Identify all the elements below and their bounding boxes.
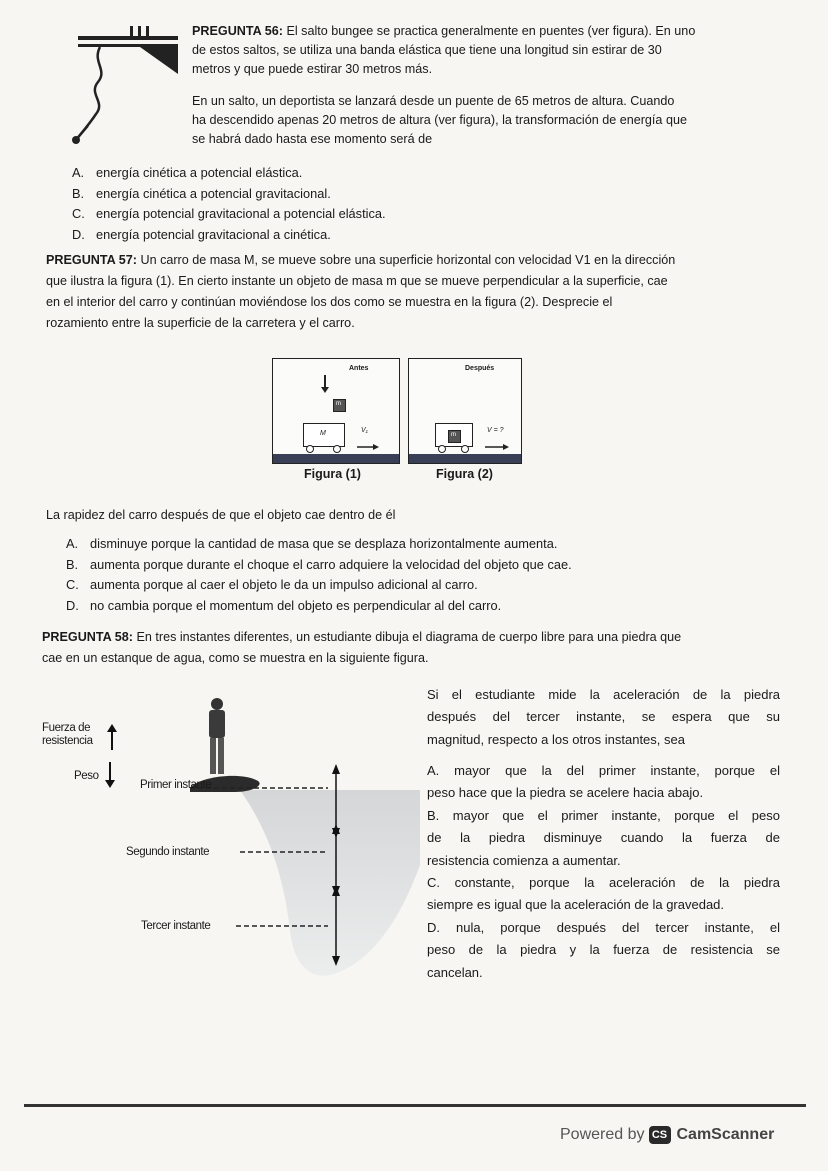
q58-options bbox=[427, 760, 780, 984]
fig2-caption: Figura (2) bbox=[436, 467, 493, 481]
q56-title: PREGUNTA 56: bbox=[192, 24, 283, 38]
q58-paragraph bbox=[42, 627, 772, 669]
figure-1-box bbox=[272, 358, 400, 464]
q58-line2: cae en un estanque de agua, como se muestra en la siguiente figura. bbox=[42, 651, 429, 665]
velocity-label: V₁ bbox=[361, 427, 368, 434]
wheel-icon bbox=[333, 445, 341, 453]
small-mass-block: m bbox=[333, 399, 346, 412]
option-item[interactable]: C. energía potencial gravitacional a potencial elástica. bbox=[72, 206, 386, 221]
q56-para2-line3: se habrá dado hasta ese momento será de bbox=[192, 132, 433, 146]
label-instant-2: Segundo instante bbox=[126, 846, 210, 858]
option-item[interactable]: B. energía cinética a potencial gravitacional. bbox=[72, 185, 331, 201]
camscanner-brand: CamScanner bbox=[676, 1126, 775, 1144]
option-item[interactable]: A. energía cinética a potencial elástica. bbox=[72, 165, 303, 180]
velocity-arrow-icon bbox=[485, 437, 509, 443]
option-item[interactable]: C. constante, porque la aceleración de la piedra siempre es igual que la aceleración de la gravedad. bbox=[427, 875, 780, 913]
q56-para2-line1: En un salto, un deportista se lanzará desde un puente de 65 metros de altura. Cuando bbox=[192, 94, 675, 108]
fig1-caption: Figura (1) bbox=[304, 467, 361, 481]
q57-line2: que ilustra la figura (1). En cierto instante un objeto de masa m que se mueve perpendicular a la superficie, cae bbox=[46, 274, 668, 288]
q56-options bbox=[72, 163, 386, 245]
cart-body: M bbox=[303, 423, 345, 447]
q58-title: PREGUNTA 58: bbox=[42, 630, 133, 644]
q56-paragraph-1 bbox=[192, 22, 752, 79]
label-instant-1: Primer instante bbox=[140, 779, 212, 791]
wheel-icon bbox=[461, 445, 469, 453]
legend-force: Fuerza de resistencia bbox=[42, 722, 93, 747]
q57-line1: Un carro de masa M, se mueve sobre una superficie horizontal con velocidad V1 en la dirección bbox=[140, 253, 676, 267]
q57-line4: rozamiento entre la superficie de la carretera y el carro. bbox=[46, 316, 355, 330]
option-item[interactable]: B. aumenta porque durante el choque el carro adquiere la velocidad del objeto que cae. bbox=[66, 556, 572, 572]
ground-strip bbox=[409, 454, 521, 463]
q56-line1: El salto bungee se practica generalmente en puentes (ver figura). En uno bbox=[286, 24, 696, 38]
option-item[interactable]: D. no cambia porque el momentum del objeto es perpendicular al del carro. bbox=[66, 597, 502, 613]
bungee-figure bbox=[70, 22, 190, 152]
q56-para2-line2: ha descendido apenas 20 metros de altura (ver figura), la transformación de energía que bbox=[192, 113, 687, 127]
fig2-header: Después bbox=[465, 365, 495, 372]
option-item[interactable]: C. aumenta porque al caer el objeto le da un impulso adicional al carro. bbox=[66, 577, 478, 592]
velocity-label: V = ? bbox=[487, 427, 504, 434]
powered-by-text: Powered by bbox=[560, 1126, 645, 1144]
q57-options bbox=[66, 534, 572, 616]
small-mass-block: m bbox=[448, 430, 461, 443]
q58-stem: Si el estudiante mide la aceleración de la piedra después del tercer instante, se espera que su magnitud, respecto a los otros instantes, sea bbox=[427, 687, 780, 747]
q57-line3: en el interior del carro y continúan moviéndose los dos como se muestra en la figura (2). Desprecie el bbox=[46, 295, 613, 309]
figure-2-box bbox=[408, 358, 522, 464]
option-item[interactable]: A. disminuye porque la cantidad de masa que se desplaza horizontalmente aumenta. bbox=[66, 536, 558, 551]
legend-weight: Peso bbox=[74, 770, 99, 782]
q57-question: La rapidez del carro después de que el objeto cae dentro de él bbox=[46, 508, 396, 522]
camscanner-logo-icon: CS bbox=[649, 1126, 671, 1144]
wheel-icon bbox=[438, 445, 446, 453]
option-item[interactable]: D. nula, porque después del tercer instante, el peso de la piedra y la fuerza de resistencia se cancelan. bbox=[427, 919, 780, 980]
label-instant-3: Tercer instante bbox=[141, 920, 211, 932]
q57-paragraph bbox=[46, 250, 746, 334]
q56-paragraph-2 bbox=[192, 92, 752, 149]
option-item[interactable]: B. mayor que el primer instante, porque el peso de la piedra disminuye cuando la fuerza de resistencia comienza a aumentar. bbox=[427, 807, 780, 868]
q56-line3: metros y que puede estirar 30 metros más. bbox=[192, 62, 433, 76]
fig1-header: Antes bbox=[349, 365, 369, 372]
q57-title: PREGUNTA 57: bbox=[46, 253, 137, 267]
option-item[interactable]: D. energía potencial gravitacional a cinética. bbox=[72, 226, 331, 242]
falling-arrow-icon bbox=[321, 375, 329, 393]
camscanner-watermark bbox=[560, 1126, 774, 1144]
cart-body bbox=[435, 423, 473, 447]
q56-line2: de estos saltos, se utiliza una banda elástica que tiene una longitud sin estirar de 30 bbox=[192, 43, 662, 57]
velocity-arrow-icon bbox=[357, 437, 379, 443]
pond-figure bbox=[40, 690, 420, 980]
wheel-icon bbox=[306, 445, 314, 453]
page-bottom-rule bbox=[24, 1104, 806, 1107]
q58-line1: En tres instantes diferentes, un estudiante dibuja el diagrama de cuerpo libre para una piedra que bbox=[136, 630, 682, 644]
option-item[interactable]: A. mayor que la del primer instante, porque el peso hace que la piedra se acelere hacia abajo. bbox=[427, 763, 780, 801]
ground-strip bbox=[273, 454, 399, 463]
